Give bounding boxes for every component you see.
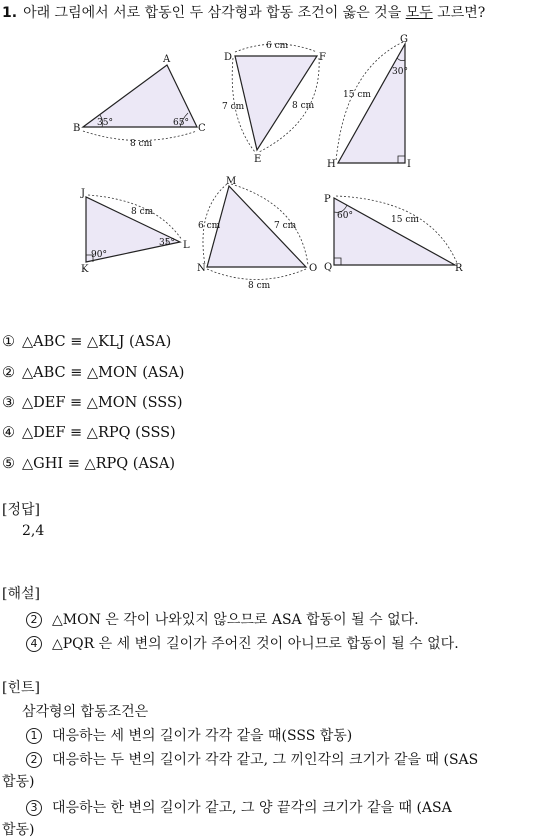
- question-number: 1.: [2, 5, 18, 21]
- choice-5[interactable]: [2, 456, 175, 472]
- side-mn: 6 cm: [198, 221, 221, 231]
- label-j: J: [81, 188, 86, 199]
- question-underlined: 모두: [405, 5, 433, 21]
- label-i: I: [407, 159, 411, 170]
- answer-value: 2,4: [22, 523, 45, 539]
- angle-b: 35°: [97, 118, 113, 128]
- circled-number: 2: [26, 612, 42, 628]
- choice-text: △GHI ≡ △RPQ (ASA): [22, 456, 175, 472]
- hint-text: 대응하는 세 변의 길이가 각각 같을 때(SSS 합동): [52, 728, 353, 744]
- explanation-text: △PQR 은 세 변의 길이가 주어진 것이 아니므로 합동이 될 수 없다.: [52, 636, 459, 652]
- hint-intro: 삼각형의 합동조건은: [22, 704, 149, 720]
- side-ef: 8 cm: [292, 101, 315, 111]
- hint-heading: [힌트]: [2, 680, 40, 696]
- label-a: A: [163, 54, 171, 65]
- label-q: Q: [324, 262, 333, 273]
- choice-number: ①: [2, 334, 15, 350]
- circled-number: 1: [26, 728, 42, 744]
- triangle-ghi: [338, 44, 405, 163]
- circled-number: 2: [26, 752, 42, 768]
- label-m: M: [226, 176, 237, 187]
- side-pr: 15 cm: [391, 215, 419, 225]
- choice-text: △ABC ≡ △KLJ (ASA): [22, 334, 172, 350]
- circled-number: 4: [26, 636, 42, 652]
- question-text-end: 고르면?: [432, 5, 486, 21]
- choice-number: ②: [2, 365, 15, 381]
- angle-k: 90°: [91, 250, 107, 260]
- side-bc: 8 cm: [130, 139, 153, 149]
- angle-c: 65°: [173, 118, 189, 128]
- explanation-item: [26, 609, 419, 629]
- choice-text: △ABC ≡ △MON (ASA): [22, 365, 185, 381]
- angle-l: 35°: [159, 238, 175, 248]
- hint-wrap: 합동): [2, 822, 35, 838]
- choice-number: ③: [2, 395, 15, 411]
- label-k: K: [81, 264, 89, 275]
- circled-number: 3: [26, 800, 42, 816]
- side-df: 6 cm: [266, 41, 289, 51]
- label-o: O: [309, 263, 318, 274]
- side-de: 7 cm: [222, 102, 245, 112]
- label-l: L: [183, 240, 190, 251]
- hint-item: [26, 797, 452, 817]
- label-n: N: [197, 263, 206, 274]
- choice-4[interactable]: [2, 425, 176, 441]
- explanation-text: △MON 은 각이 나와있지 않으므로 ASA 합동이 될 수 없다.: [52, 612, 419, 628]
- label-p: P: [324, 194, 331, 205]
- answer-heading: [정답]: [2, 502, 40, 518]
- choice-text: △DEF ≡ △RPQ (SSS): [22, 425, 176, 441]
- arc-no: [207, 269, 306, 280]
- triangle-pqr: [334, 198, 455, 265]
- label-d: D: [224, 52, 233, 63]
- label-g: G: [400, 34, 408, 45]
- explanation-item: [26, 633, 459, 653]
- side-no: 8 cm: [248, 281, 271, 290]
- label-e: E: [254, 154, 262, 165]
- question-text: 아래 그림에서 서로 합동인 두 삼각형과 합동 조건이 옳은 것을: [23, 5, 406, 21]
- side-gh: 15 cm: [343, 90, 371, 100]
- hint-wrap: 합동): [2, 774, 35, 790]
- choice-number: ⑤: [2, 456, 15, 472]
- question-title: [2, 2, 485, 22]
- explanation-heading: [해설]: [2, 586, 40, 602]
- label-r: R: [455, 263, 463, 274]
- choice-2[interactable]: [2, 365, 184, 381]
- side-mo: 7 cm: [274, 221, 297, 231]
- label-b: B: [73, 123, 81, 134]
- hint-text: 대응하는 한 변의 길이가 같고, 그 양 끝각의 크기가 같을 때 (ASA: [52, 800, 452, 816]
- hint-item: [26, 749, 478, 769]
- label-f: F: [319, 52, 326, 63]
- triangle-figures: [0, 30, 535, 290]
- hint-text: 대응하는 두 변의 길이가 각각 같고, 그 끼인각의 크기가 같을 때 (SAS: [52, 752, 479, 768]
- choice-1[interactable]: [2, 334, 171, 350]
- choice-number: ④: [2, 425, 15, 441]
- angle-p: 60°: [337, 211, 353, 221]
- side-jl: 8 cm: [131, 207, 154, 217]
- angle-g: 30°: [392, 67, 408, 77]
- label-c: C: [198, 123, 206, 134]
- choice-3[interactable]: [2, 395, 183, 411]
- choice-text: △DEF ≡ △MON (SSS): [22, 395, 183, 411]
- hint-item: [26, 725, 352, 745]
- label-h: H: [327, 159, 336, 170]
